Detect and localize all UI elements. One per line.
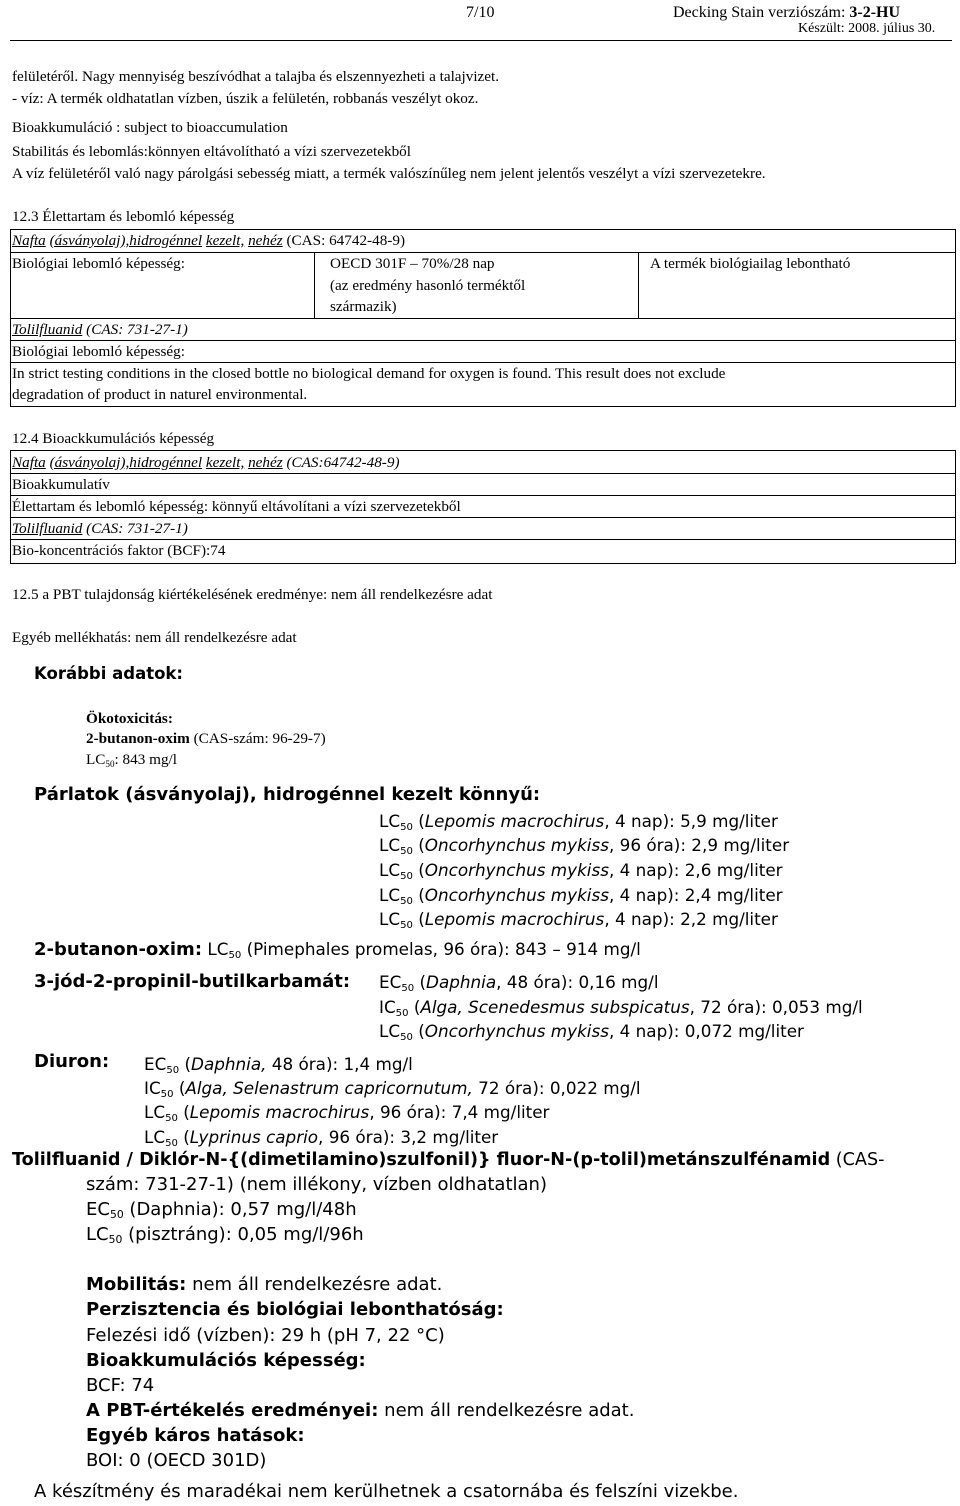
tolil-cas bbox=[12, 518, 188, 540]
text-line: felületéről. Nagy mennyiség beszívódhat a talajba és elszennyezheti a talajvizet. bbox=[12, 68, 500, 85]
nafta-link: kezelt, bbox=[205, 232, 245, 249]
version-label: verziószám: bbox=[768, 4, 846, 21]
header-date: Készült: 2008. július 30. bbox=[798, 21, 936, 36]
mobility: Mobilitás: nem áll rendelkezésre adat. bbox=[86, 1274, 443, 1295]
nafta-link: (ásványolaj),hidrogénnel bbox=[49, 232, 203, 249]
tolilfluanid-lc: $LC_{50}$ (pisztráng): 0,05 mg/l/96h bbox=[86, 1224, 364, 1246]
butanon2-line: 2-butanon-oxim: $LC_{50}$ (Pimephales promelas, 96 óra): 843 – 914 mg/l bbox=[34, 939, 641, 961]
parlatok-row: $LC_{50}$ (Lepomis macrochirus, 4 nap): 2,2 mg/liter bbox=[379, 909, 778, 931]
diuron-row: $LC_{50}$ (Lepomis macrochirus, 96 óra): 7,4 mg/liter bbox=[144, 1102, 550, 1124]
table-cell-result: A termék biológiailag lebontható bbox=[650, 255, 851, 272]
table-cell-method: származik) bbox=[330, 298, 397, 315]
parlatok-title: Párlatok (ásványolaj), hidrogénnel kezelt könnyű: bbox=[34, 784, 541, 805]
eco-title: Ökotoxicitás: bbox=[86, 710, 173, 727]
half-life: Felezési idő (vízben): 29 h (pH 7, 22 °C) bbox=[86, 1325, 445, 1346]
nafta-link: kezelt, bbox=[205, 454, 245, 471]
pbt-result: A PBT-értékelés eredményei: nem áll rendelkezésre adat. bbox=[86, 1400, 635, 1421]
jod-row: $IC_{50}$ (Alga, Scenedesmus subspicatus, 72 óra): 0,053 mg/l bbox=[379, 997, 863, 1019]
tolilfluanid-name: Tolilfluanid / Diklór-N-{(dimetilamino)szulfonil)} fluor-N-(p-tolil)metánszulfénamid bbox=[12, 1150, 831, 1170]
diuron-name: Diuron: bbox=[34, 1051, 110, 1072]
text-line: - víz: A termék oldhatatlan vízben, úszik a felületén, robbanás veszélyt okoz. bbox=[12, 90, 479, 107]
diuron-row: $EC_{50}$ (Daphnia, 48 óra): 1,4 mg/l bbox=[144, 1054, 413, 1076]
text-line: Bioakkumuláció : subject to bioaccumulation bbox=[12, 119, 288, 136]
text-line: A víz felületéről való nagy párolgási sebesség miatt, a termék valószínűleg nem jelent jelentős veszélyt a vízi szervezetekre. bbox=[12, 165, 766, 182]
tolil-link: Tolilfluanid bbox=[12, 520, 83, 537]
table-col-divider bbox=[314, 252, 315, 318]
lc-value: : 843 mg/l bbox=[114, 751, 177, 768]
nafta-link: Nafta bbox=[12, 454, 46, 471]
tolil-cas-number: (CAS: 731-27-1) bbox=[86, 520, 188, 537]
parlatok-row: $LC_{50}$ (Oncorhynchus mykiss, 96 óra): 2,9 mg/liter bbox=[379, 835, 790, 857]
page-number: 7/10 bbox=[466, 4, 495, 21]
jod-row: $EC_{50}$ (Daphnia, 48 óra): 0,16 mg/l bbox=[379, 972, 659, 994]
diuron-row: $LC_{50}$ (Lyprinus caprio, 96 óra): 3,2 mg/liter bbox=[144, 1127, 499, 1149]
butanon2-value: (Pimephales promelas, 96 óra): 843 – 914 mg/l bbox=[241, 939, 641, 959]
substance-nafta bbox=[12, 230, 405, 252]
lc-sub: 50 bbox=[105, 759, 115, 769]
parlatok-row: $LC_{50}$ (Oncorhynchus mykiss, 4 nap): 2,4 mg/liter bbox=[379, 885, 783, 907]
bcf-value: BCF: 74 bbox=[86, 1375, 155, 1396]
tolil-link: Tolilfluanid bbox=[12, 321, 83, 338]
nafta-link: nehéz bbox=[248, 232, 283, 249]
tolilfluanid-cas: (CAS- bbox=[830, 1150, 885, 1170]
tolil-bio-label: Biológiai lebomló képesség: bbox=[12, 343, 185, 360]
version-number: 3-2-HU bbox=[849, 4, 901, 21]
nafta-link: (ásványolaj),hidrogénnel bbox=[49, 454, 203, 471]
earlier-title: Korábbi adatok: bbox=[34, 664, 183, 683]
nafta-link: nehéz bbox=[248, 454, 283, 471]
strict-text: In strict testing conditions in the closed bottle no biological demand for oxygen is found. This result does not exclude bbox=[12, 365, 726, 382]
butanon-line bbox=[86, 728, 326, 750]
butanon-name: 2-butanon-oxim bbox=[86, 730, 190, 747]
tolil-cas bbox=[12, 319, 188, 341]
diuron-row: $IC_{50}$ (Alga, Selenastrum capricornutum, 72 óra): 0,022 mg/l bbox=[144, 1078, 641, 1100]
final-statement: A készítmény és maradékai nem kerülhetnek a csatornába és felszíni vizekbe. bbox=[34, 1481, 739, 1502]
persistence-label: Perzisztencia és biológiai lebonthatóság: bbox=[86, 1299, 504, 1320]
bio-text: Bioakkumulatív bbox=[12, 476, 110, 493]
tolilfluanid-cas-line: szám: 731-27-1) (nem illékony, vízben oldhatatlan) bbox=[86, 1174, 547, 1195]
nafta-cas: (CAS:64742-48-9) bbox=[286, 454, 400, 471]
lc-label: LC bbox=[86, 751, 106, 768]
tolilfluanid-line bbox=[12, 1148, 884, 1172]
table-col-divider bbox=[638, 252, 639, 318]
boi-value: BOI: 0 (OECD 301D) bbox=[86, 1450, 267, 1471]
parlatok-row: $LC_{50}$ (Oncorhynchus mykiss, 4 nap): 2,6 mg/liter bbox=[379, 860, 783, 882]
product-name: Decking Stain bbox=[673, 4, 765, 21]
tolil-cas-number: (CAS: 731-27-1) bbox=[86, 321, 188, 338]
substance-nafta bbox=[12, 452, 400, 474]
other-effects: Egyéb mellékhatás: nem áll rendelkezésre adat bbox=[12, 629, 297, 646]
section-12-4-title: 12.4 Bioackkumulációs képesség bbox=[12, 430, 215, 447]
bioacc-label: Bioakkumulációs képesség: bbox=[86, 1350, 366, 1371]
section-12-3-title: 12.3 Élettartam és lebomló képesség bbox=[12, 208, 235, 225]
text-line: Stabilitás és lebomlás:könnyen eltávolítható a vízi szervezetekből bbox=[12, 143, 411, 160]
parlatok-row: $LC_{50}$ (Lepomis macrochirus, 4 nap): 5,9 mg/liter bbox=[379, 811, 778, 833]
tolilfluanid-ec: $EC_{50}$ (Daphnia): 0,57 mg/l/48h bbox=[86, 1199, 357, 1221]
other-harmful-label: Egyéb káros hatások: bbox=[86, 1425, 305, 1446]
table-cell-method: OECD 301F – 70%/28 nap bbox=[330, 255, 495, 272]
section-12-5: 12.5 a PBT tulajdonság kiértékelésének eredménye: nem áll rendelkezésre adat bbox=[12, 586, 493, 603]
table-cell-method: (az eredmény hasonló terméktől bbox=[330, 277, 526, 294]
butanon-cas: (CAS-szám: 96-29-7) bbox=[193, 730, 326, 747]
bcf-text: Bio-koncentrációs faktor (BCF):74 bbox=[12, 542, 226, 559]
butanon2-name: 2-butanon-oxim: bbox=[34, 939, 203, 960]
butanon-lc bbox=[86, 749, 177, 771]
table-cell-label: Biológiai lebomló képesség: bbox=[12, 255, 185, 272]
jod-name: 3-jód-2-propinil-butilkarbamát: bbox=[34, 971, 351, 992]
jod-row: $LC_{50}$ (Oncorhynchus mykiss, 4 nap): 0,072 mg/liter bbox=[379, 1021, 804, 1043]
nafta-cas: (CAS: 64742-48-9) bbox=[286, 232, 406, 249]
life-text: Élettartam és lebomló képesség: könnyű eltávolítani a vízi szervezetekből bbox=[12, 498, 461, 515]
nafta-link: Nafta bbox=[12, 232, 46, 249]
strict-text: degradation of product in naturel environmental. bbox=[12, 386, 308, 403]
header-divider bbox=[10, 40, 952, 41]
